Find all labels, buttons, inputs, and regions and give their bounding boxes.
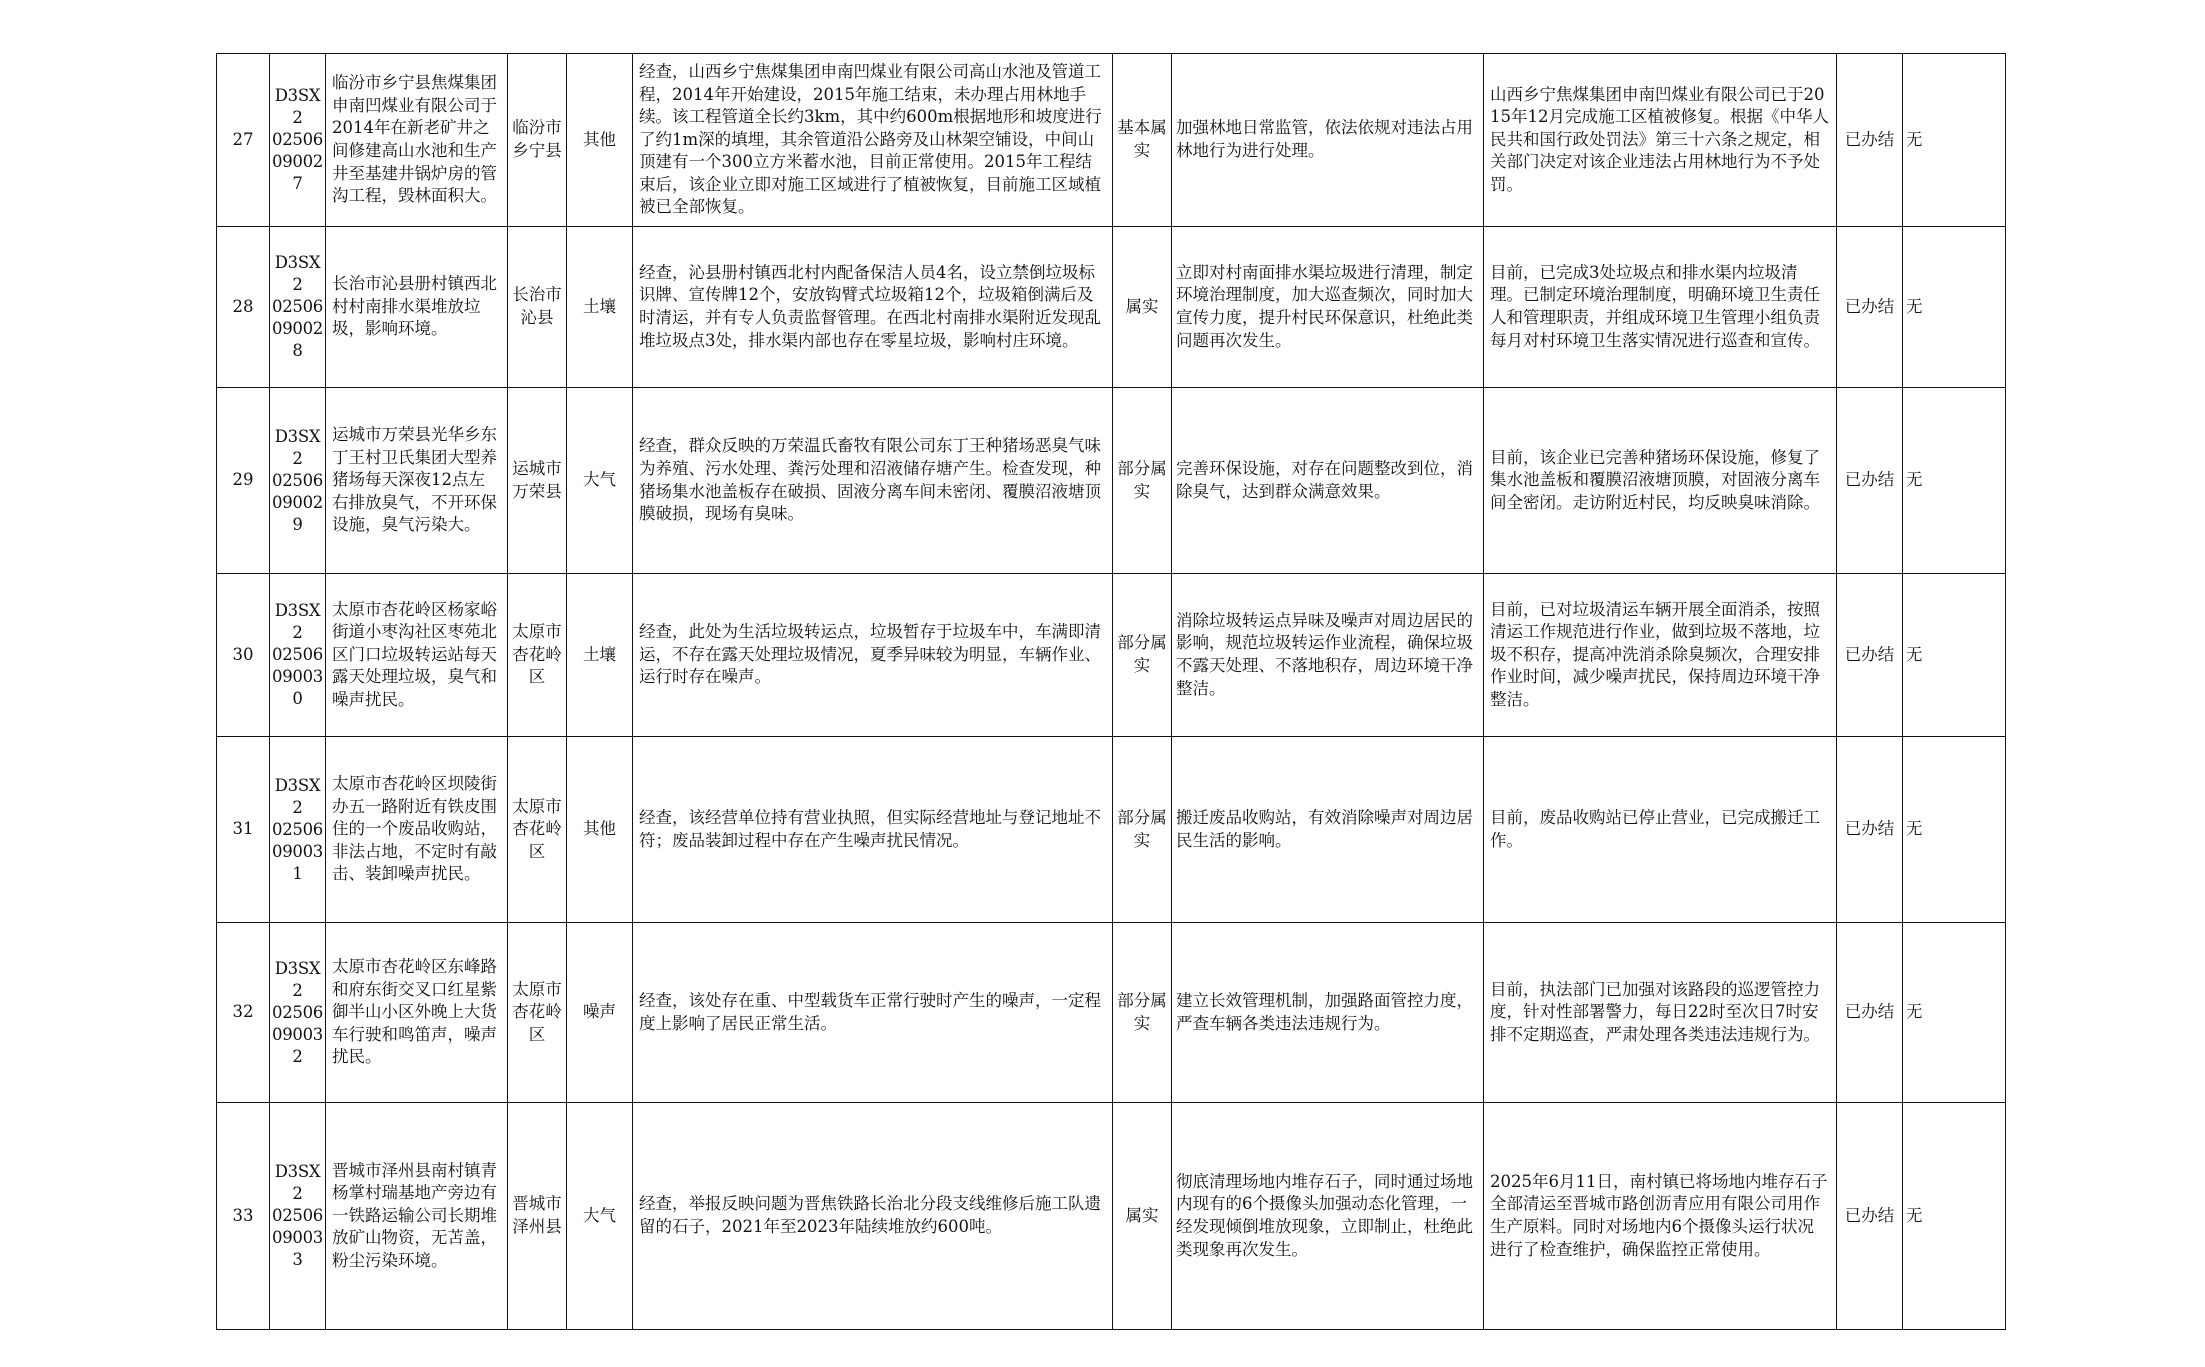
verification-result: 部分属实 — [1113, 737, 1172, 923]
case-code-line: 02506 — [272, 130, 323, 149]
case-code-line: 09003 — [272, 1228, 323, 1247]
case-code-line: 09002 — [272, 492, 323, 512]
case-code-line: 1 — [292, 863, 303, 883]
administrative-area: 临汾市乡宁县 — [508, 54, 567, 227]
investigation-findings: 经查，该经营单位持有营业执照，但实际经营地址与登记地址不符；废品装卸过程中存在产生噪声扰民情况。 — [633, 737, 1113, 923]
handling-requirement: 立即对村南面排水渠垃圾进行清理，制定环境治理制度，加大巡查频次，同时加大宣传力度，提升村民环保意识，杜绝此类问题再次发生。 — [1172, 227, 1484, 388]
complaint-text: 长治市沁县册村镇西北村村南排水渠堆放垃圾，影响环境。 — [326, 227, 508, 388]
row-number: 33 — [217, 1103, 270, 1330]
verification-result: 属实 — [1113, 227, 1172, 388]
case-code-line: 3 — [292, 1250, 303, 1269]
pollution-type: 大气 — [567, 1103, 633, 1330]
verification-result: 部分属实 — [1113, 388, 1172, 574]
accountability-info: 无 — [1903, 574, 2006, 737]
table-row — [217, 574, 2006, 737]
verification-result: 属实 — [1113, 1103, 1172, 1330]
administrative-area: 太原市杏花岭区 — [508, 574, 567, 737]
row-number: 30 — [217, 574, 270, 737]
accountability-info: 无 — [1903, 227, 2006, 388]
complaint-handling-table — [216, 53, 2006, 1330]
case-code-line: 9 — [292, 514, 303, 534]
case-code-line: 0 — [292, 689, 303, 708]
case-code-line: 02506 — [272, 1206, 323, 1225]
case-code-line: 8 — [292, 341, 303, 360]
handling-requirement: 消除垃圾转运点异味及噪声对周边居民的影响，规范垃圾转运作业流程，确保垃圾不露天处理、不落地积存，周边环境干净整洁。 — [1172, 574, 1484, 737]
case-code-line: 02506 — [272, 819, 323, 839]
row-number: 31 — [217, 737, 270, 923]
investigation-findings: 经查，山西乡宁焦煤集团申南凹煤业有限公司高山水池及管道工程，2014年开始建设，2015年施工结束，未办理占用林地手续。该工程管道全长约3km，其中约600m根据地形和坡度进行了约1m深的填埋，其余管道沿公路旁及山林架空铺设，中间山顶建有一个300立方米蓄水池，目前正常使用。2015年工程结束后，该企业立即对施工区域进行了植被恢复，目前施工区域植被已全部恢复。 — [633, 54, 1113, 227]
case-code-line: 02506 — [272, 470, 323, 490]
complaint-text: 临汾市乡宁县焦煤集团申南凹煤业有限公司于2014年在新老矿井之间修建高山水池和生产井至基建井锅炉房的管沟工程，毁林面积大。 — [326, 54, 508, 227]
handling-result: 目前，该企业已完善种猪场环保设施，修复了集水池盖板和覆膜沼液塘顶膜，对固液分离车间全密闭。走访附近村民，均反映臭味消除。 — [1484, 388, 1837, 574]
case-code-line: 02506 — [272, 1002, 323, 1022]
investigation-findings: 经查，举报反映问题为晋焦铁路长治北分段支线维修后施工队遗留的石子，2021年至2023年陆续堆放约600吨。 — [633, 1103, 1113, 1330]
handling-status: 已办结 — [1837, 923, 1903, 1103]
table-row — [217, 737, 2006, 923]
handling-requirement: 加强林地日常监管，依法依规对违法占用林地行为进行处理。 — [1172, 54, 1484, 227]
table-row — [217, 54, 2006, 227]
handling-result: 目前，废品收购站已停止营业，已完成搬迁工作。 — [1484, 737, 1837, 923]
complaint-text: 运城市万荣县光华乡东丁王村卫氏集团大型养猪场每天深夜12点左右排放臭气，不开环保设施，臭气污染大。 — [326, 388, 508, 574]
complaint-text: 太原市杏花岭区杨家峪街道小枣沟社区枣苑北区门口垃圾转运站每天露天处理垃圾，臭气和噪声扰民。 — [326, 574, 508, 737]
case-code — [270, 54, 326, 227]
handling-result: 目前，执法部门已加强对该路段的巡逻管控力度，针对性部署警力，每日22时至次日7时安排不定期巡查，严肃处理各类违法违规行为。 — [1484, 923, 1837, 1103]
case-code — [270, 1103, 326, 1330]
administrative-area: 太原市杏花岭区 — [508, 737, 567, 923]
case-code-line: 09002 — [272, 319, 323, 338]
pollution-type: 其他 — [567, 737, 633, 923]
table-row — [217, 1103, 2006, 1330]
table-row — [217, 923, 2006, 1103]
case-code-line: 09003 — [272, 1024, 323, 1044]
pollution-type: 噪声 — [567, 923, 633, 1103]
case-code-line: 2 — [292, 1046, 303, 1066]
case-code — [270, 737, 326, 923]
administrative-area: 晋城市泽州县 — [508, 1103, 567, 1330]
pollution-type: 土壤 — [567, 227, 633, 388]
case-code-line: D3SX2 — [274, 601, 321, 642]
investigation-findings: 经查，沁县册村镇西北村内配备保洁人员4名，设立禁倒垃圾标识牌、宣传牌12个，安放钩臂式垃圾箱12个，垃圾箱倒满后及时清运，并有专人负责监督管理。在西北村南排水渠附近发现乱堆垃圾点3处，排水渠内部也存在零星垃圾，影响村庄环境。 — [633, 227, 1113, 388]
case-code — [270, 574, 326, 737]
handling-requirement: 搬迁废品收购站，有效消除噪声对周边居民生活的影响。 — [1172, 737, 1484, 923]
case-code — [270, 227, 326, 388]
administrative-area: 太原市杏花岭区 — [508, 923, 567, 1103]
handling-requirement: 完善环保设施，对存在问题整改到位，消除臭气，达到群众满意效果。 — [1172, 388, 1484, 574]
row-number: 27 — [217, 54, 270, 227]
handling-status: 已办结 — [1837, 1103, 1903, 1330]
case-code-line: 09003 — [272, 841, 323, 861]
handling-status: 已办结 — [1837, 227, 1903, 388]
investigation-findings: 经查，该处存在重、中型载货车正常行驶时产生的噪声，一定程度上影响了居民正常生活。 — [633, 923, 1113, 1103]
case-code-line: 7 — [292, 174, 303, 193]
verification-result: 部分属实 — [1113, 923, 1172, 1103]
handling-result: 目前，已对垃圾清运车辆开展全面消杀，按照清运工作规范进行作业，做到垃圾不落地，垃圾不积存，提高冲洗消杀除臭频次，合理安排作业时间，减少噪声扰民，保持周边环境干净整洁。 — [1484, 574, 1837, 737]
accountability-info: 无 — [1903, 923, 2006, 1103]
accountability-info: 无 — [1903, 737, 2006, 923]
row-number: 29 — [217, 388, 270, 574]
pollution-type: 土壤 — [567, 574, 633, 737]
administrative-area: 长治市沁县 — [508, 227, 567, 388]
handling-status: 已办结 — [1837, 388, 1903, 574]
case-code-line: 09002 — [272, 152, 323, 171]
case-code-line: D3SX2 — [274, 253, 321, 294]
pollution-type: 其他 — [567, 54, 633, 227]
case-code-line: D3SX2 — [274, 1162, 321, 1203]
case-code-line: 02506 — [272, 297, 323, 316]
accountability-info: 无 — [1903, 388, 2006, 574]
case-code-line: D3SX2 — [274, 86, 321, 127]
handling-status: 已办结 — [1837, 54, 1903, 227]
handling-status: 已办结 — [1837, 737, 1903, 923]
verification-result: 基本属实 — [1113, 54, 1172, 227]
pollution-type: 大气 — [567, 388, 633, 574]
case-code-line: D3SX2 — [274, 958, 321, 1000]
verification-result: 部分属实 — [1113, 574, 1172, 737]
investigation-findings: 经查，群众反映的万荣温氏畜牧有限公司东丁王种猪场恶臭气味为养殖、污水处理、粪污处理和沼液储存塘产生。检查发现，种猪场集水池盖板存在破损、固液分离车间未密闭、覆膜沼液塘顶膜破损，现场有臭味。 — [633, 388, 1113, 574]
accountability-info: 无 — [1903, 54, 2006, 227]
accountability-info: 无 — [1903, 1103, 2006, 1330]
row-number: 28 — [217, 227, 270, 388]
complaint-text: 太原市杏花岭区坝陵街办五一路附近有铁皮围住的一个废品收购站，非法占地，不定时有敲击、装卸噪声扰民。 — [326, 737, 508, 923]
handling-status: 已办结 — [1837, 574, 1903, 737]
complaint-text: 晋城市泽州县南村镇青杨掌村瑞基地产旁边有一铁路运输公司长期堆放矿山物资，无苫盖，粉尘污染环境。 — [326, 1103, 508, 1330]
case-code-line: 09003 — [272, 667, 323, 686]
investigation-findings: 经查，此处为生活垃圾转运点，垃圾暂存于垃圾车中，车满即清运，不存在露天处理垃圾情况，夏季异味较为明显，车辆作业、运行时存在噪声。 — [633, 574, 1113, 737]
case-code — [270, 388, 326, 574]
case-code-line: D3SX2 — [274, 775, 321, 817]
case-code-line: 02506 — [272, 645, 323, 664]
case-code — [270, 923, 326, 1103]
table-row — [217, 388, 2006, 574]
handling-requirement: 彻底清理场地内堆存石子，同时通过场地内现有的6个摄像头加强动态化管理，一经发现倾倒堆放现象，立即制止，杜绝此类现象再次发生。 — [1172, 1103, 1484, 1330]
handling-result: 目前，已完成3处垃圾点和排水渠内垃圾清理。已制定环境治理制度，明确环境卫生责任人和管理职责，并组成环境卫生管理小组负责每月对村环境卫生落实情况进行巡查和宣传。 — [1484, 227, 1837, 388]
table-row — [217, 227, 2006, 388]
administrative-area: 运城市万荣县 — [508, 388, 567, 574]
case-code-line: D3SX2 — [274, 426, 321, 468]
handling-result: 2025年6月11日，南村镇已将场地内堆存石子全部清运至晋城市路创沥青应用有限公司用作生产原料。同时对场地内6个摄像头运行状况进行了检查维护，确保监控正常使用。 — [1484, 1103, 1837, 1330]
handling-result: 山西乡宁焦煤集团申南凹煤业有限公司已于2015年12月完成施工区植被修复。根据《中华人民共和国行政处罚法》第三十六条之规定，相关部门决定对该企业违法占用林地行为不予处罚。 — [1484, 54, 1837, 227]
handling-requirement: 建立长效管理机制，加强路面管控力度，严查车辆各类违法违规行为。 — [1172, 923, 1484, 1103]
complaint-text: 太原市杏花岭区东峰路和府东街交叉口红星紫御半山小区外晚上大货车行驶和鸣笛声，噪声扰民。 — [326, 923, 508, 1103]
row-number: 32 — [217, 923, 270, 1103]
